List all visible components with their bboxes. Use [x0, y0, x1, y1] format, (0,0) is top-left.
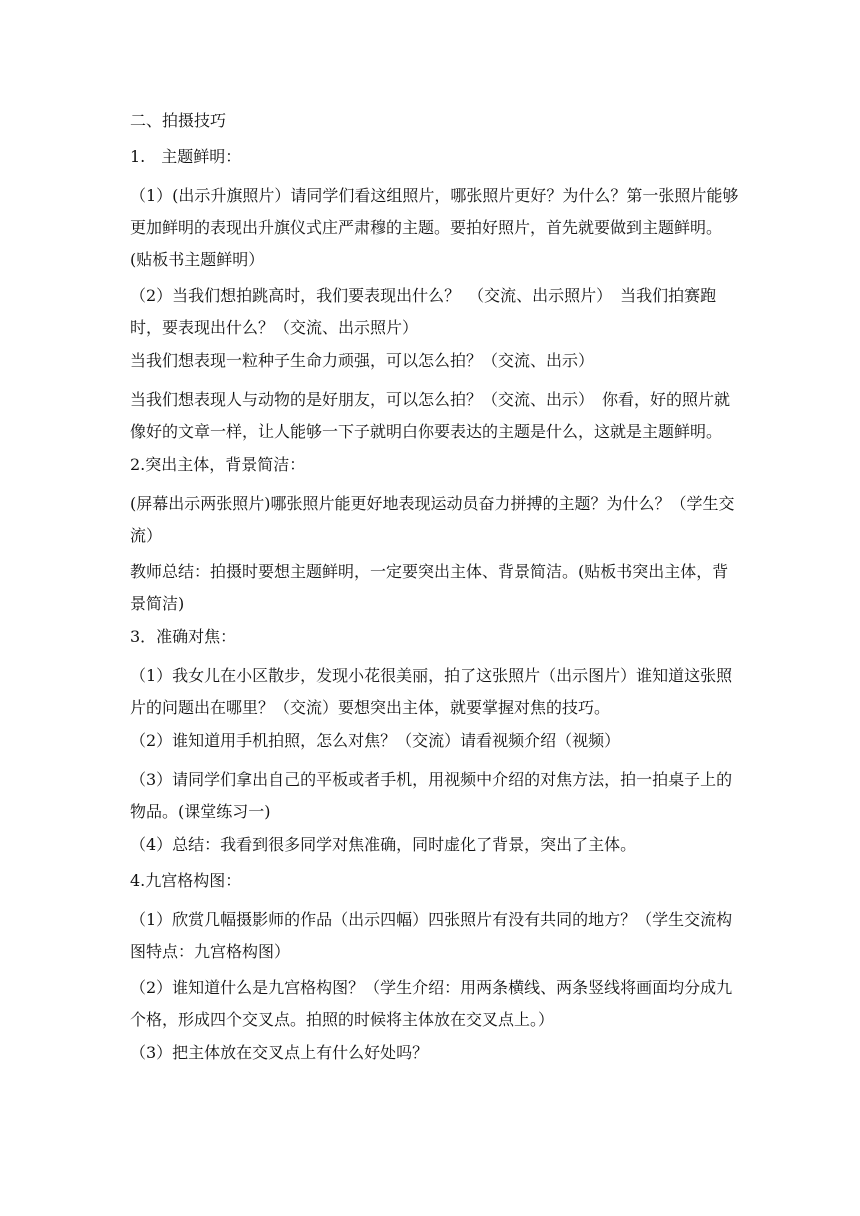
section-title-2: 2.突出主体，背景简洁：	[130, 455, 306, 474]
paragraph: （2）谁知道什么是九宫格构图？（学生介绍：用两条横线、两条竖线将画面均分成九个格，形成四个交叉点。拍照的时候将主体放在交叉点上。）	[130, 978, 733, 1029]
section-heading: 二、拍摄技巧	[130, 111, 227, 130]
paragraph: （1）(出示升旗照片）请同学们看这组照片，哪张照片更好？为什么？第一张照片能够更加鲜明的表现出升旗仪式庄严肃穆的主题。要拍好照片，首先就要做到主题鲜明。(贴板书主题鲜明）	[130, 186, 739, 269]
paragraph: （3）请同学们拿出自己的平板或者手机，用视频中介绍的对焦方法，拍一拍桌子上的物品。(课堂练习一)	[130, 770, 733, 821]
paragraph: （4）总结：我看到很多同学对焦准确，同时虚化了背景，突出了主体。	[130, 835, 637, 854]
paragraph: 当我们想表现人与动物的是好朋友，可以怎么拍？（交流、出示） 你看，好的照片就像好的文章一样，让人能够一下子就明白你要表达的主题是什么，这就是主题鲜明。	[130, 390, 731, 441]
section-title-1: 1. 主题鲜明：	[130, 147, 242, 166]
paragraph: （1）我女儿在小区散步，发现小花很美丽，拍了这张照片（出示图片）谁知道这张照片的问题出在哪里？（交流）要想突出主体，就要掌握对焦的技巧。	[130, 666, 733, 717]
paragraph: （1）欣赏几幅摄影师的作品（出示四幅）四张照片有没有共同的地方？（学生交流构图特点：九宫格构图）	[130, 910, 733, 961]
paragraph: （2）谁知道用手机拍照，怎么对焦？（交流）请看视频介绍（视频）	[130, 731, 621, 750]
paragraph: (屏幕出示两张照片)哪张照片能更好地表现运动员奋力拼搏的主题？为什么？（学生交流）	[130, 494, 735, 545]
section-title-3: 3．准确对焦：	[130, 627, 237, 646]
paragraph: （2）当我们想拍跳高时，我们要表现出什么？ （交流、出示照片） 当我们拍赛跑时，要表现出什么？（交流、出示照片）	[130, 286, 717, 337]
paragraph: （3）把主体放在交叉点上有什么好处吗？	[130, 1043, 429, 1062]
document-body	[130, 108, 740, 1076]
section-title-4: 4.九宫格构图：	[130, 871, 242, 890]
paragraph: 教师总结：拍摄时要想主题鲜明，一定要突出主体、背景简洁。(贴板书突出主体，背景简洁)	[130, 562, 729, 613]
paragraph: 当我们想表现一粒种子生命力顽强，可以怎么拍？（交流、出示）	[130, 351, 595, 370]
